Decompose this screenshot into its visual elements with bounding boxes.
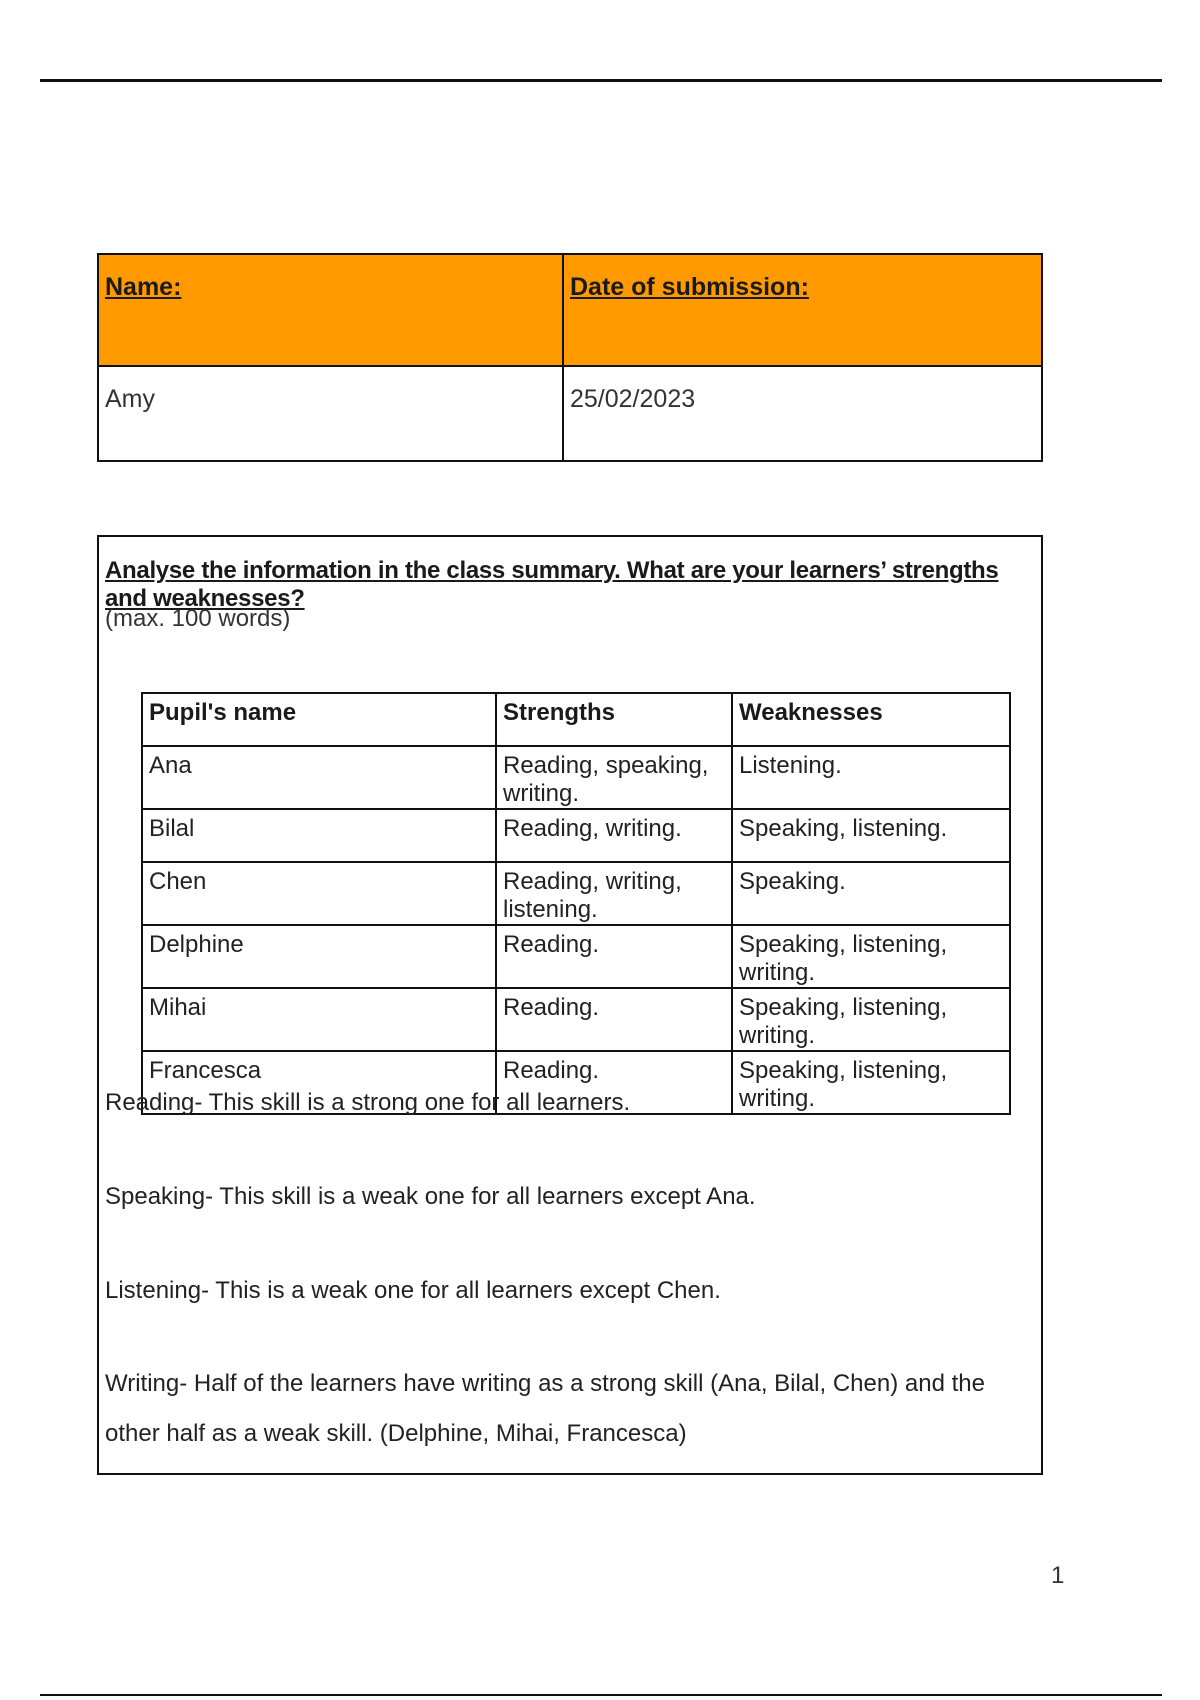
table-row (142, 809, 1010, 862)
pupil-name: Ana (142, 746, 496, 809)
col-header-strengths: Strengths (496, 693, 732, 746)
note-speaking: Speaking- This skill is a weak one for all learners except Ana. (105, 1183, 756, 1210)
pupil-weaknesses: Speaking, listening, writing. (732, 1051, 1010, 1114)
analysis-task-box (97, 535, 1043, 1475)
col-header-name: Pupil's name (142, 693, 496, 746)
table-row (142, 862, 1010, 925)
pupil-weaknesses: Speaking, listening, writing. (732, 925, 1010, 988)
page-number: 1 (1051, 1562, 1065, 1589)
date-label-cell (563, 254, 1042, 366)
footer-rule (40, 1694, 1162, 1696)
word-limit-hint: (max. 100 words) (105, 605, 291, 632)
date-label: Date of submission: (570, 273, 809, 301)
pupil-weaknesses: Speaking. (732, 862, 1010, 925)
pupil-name: Francesca (142, 1051, 496, 1114)
pupil-strengths: Reading. (496, 1051, 732, 1114)
pupil-strengths: Reading, speaking, writing. (496, 746, 732, 809)
pupil-name: Chen (142, 862, 496, 925)
note-listening: Listening- This is a weak one for all learners except Chen. (105, 1277, 721, 1304)
pupil-strengths: Reading. (496, 988, 732, 1051)
pupil-weaknesses: Speaking, listening, writing. (732, 988, 1010, 1051)
col-header-weaknesses: Weaknesses (732, 693, 1010, 746)
submission-info-table (97, 253, 1043, 462)
header-rule (40, 79, 1162, 82)
note-reading: Reading- This skill is a strong one for all learners. (105, 1089, 631, 1116)
note-writing: Writing- Half of the learners have writing as a strong skill (Ana, Bilal, Chen) and the other half as a weak skill. (Delphine, Mihai, Francesca) (105, 1370, 985, 1447)
pupil-name: Delphine (142, 925, 496, 988)
pupils-table (141, 692, 1011, 1115)
table-row (142, 988, 1010, 1051)
pupil-name: Mihai (142, 988, 496, 1051)
pupil-strengths: Reading, writing. (496, 809, 732, 862)
pupil-strengths: Reading. (496, 925, 732, 988)
table-row (142, 925, 1010, 988)
skill-notes (105, 1087, 1035, 1521)
date-value: 25/02/2023 (563, 366, 1042, 461)
pupil-weaknesses: Listening. (732, 746, 1010, 809)
pupil-name: Bilal (142, 809, 496, 862)
pupil-strengths: Reading, writing, listening. (496, 862, 732, 925)
table-header-row (142, 693, 1010, 746)
name-label: Name: (105, 273, 182, 301)
table-row (142, 746, 1010, 809)
task-question: Analyse the information in the class summary. What are your learners’ strengths and weaknesses? (105, 557, 999, 612)
name-label-cell (98, 254, 563, 366)
pupil-weaknesses: Speaking, listening. (732, 809, 1010, 862)
name-value: Amy (98, 366, 563, 461)
